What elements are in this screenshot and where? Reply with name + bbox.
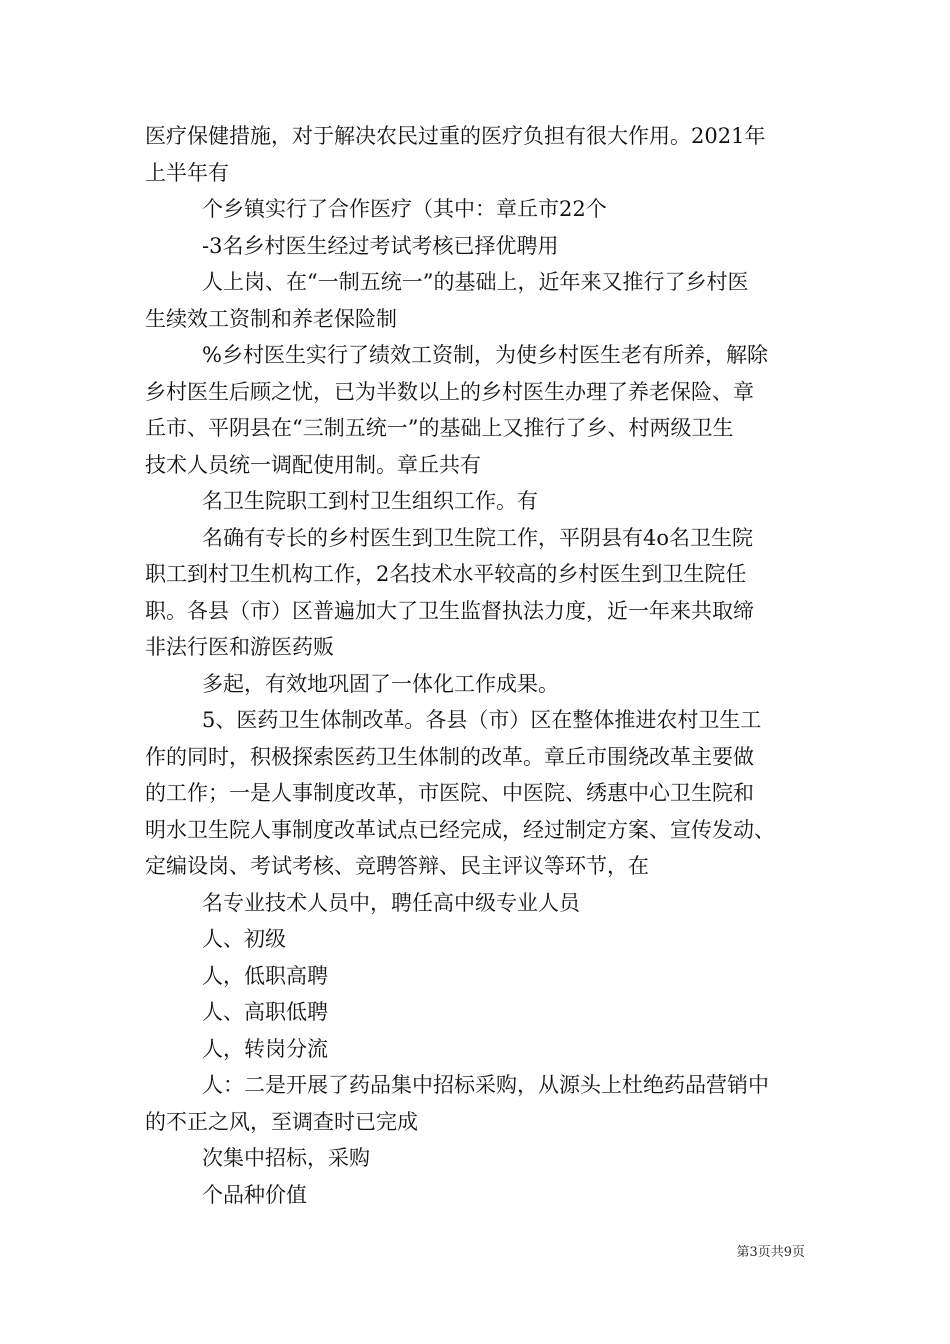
text-line: 非法行医和游医药贩 — [145, 635, 334, 659]
text-line: 明水卫生院人事制度改革试点已经完成，经过制定方案、宣传发动、 — [145, 817, 775, 842]
text-line: %乡村医生实行了绩效工资制，为使乡村医生老有所养，解除 — [202, 343, 768, 367]
text-line: 次集中招标，采购 — [202, 1146, 370, 1170]
text-line: 职。各县（市）区普遍加大了卫生监督执法力度，近一年来共取缔 — [145, 598, 754, 623]
text-line: 作的同时，积极探索医药卫生体制的改革。章丘市围绕改革主要做 — [145, 744, 754, 769]
text-line: 多起，有效地巩固了一体化工作成果。 — [202, 671, 559, 696]
text-line: 个乡镇实行了合作医疗（其中：章丘市22个 — [202, 197, 607, 221]
text-line: 的工作；一是人事制度改革，市医院、中医院、绣惠中心卫生院和 — [145, 781, 754, 805]
text-line: 5、医药卫生体制改革。各县（市）区在整体推进农村卫生工 — [202, 708, 762, 732]
document-body — [145, 118, 825, 1213]
page-number-footer: 第3页共9页 — [736, 1245, 805, 1260]
text-line: 名确有专长的乡村医生到卫生院工作，平阴县有4o名卫生院 — [202, 525, 754, 550]
text-line: -3名乡村医生经过考试考核已择优聘用 — [202, 233, 559, 258]
text-line: 人、高职低聘 — [202, 1000, 328, 1024]
text-line: 名专业技术人员中，聘任高中级专业人员 — [202, 890, 580, 915]
text-line: 丘市、平阴县在“三制五统一”的基础上又推行了乡、村两级卫生 — [145, 416, 734, 440]
text-line: 名卫生院职工到村卫生组织工作。有 — [202, 489, 538, 513]
text-line: 生续效工资制和养老保险制 — [145, 306, 397, 331]
text-line: 乡村医生后顾之忧，已为半数以上的乡村医生办理了养老保险、章 — [145, 379, 754, 404]
text-line: 人上岗、在“一制五统一”的基础上，近年来又推行了乡村医 — [202, 270, 749, 294]
text-line: 人、初级 — [202, 927, 286, 951]
text-line: 定编设岗、考试考核、竞聘答辩、民主评议等环节，在 — [145, 854, 649, 878]
text-line: 医疗保健措施，对于解决农民过重的医疗负担有很大作用。2021年 — [145, 124, 766, 148]
text-line: 上半年有 — [145, 160, 229, 185]
text-line: 个品种价值 — [202, 1182, 307, 1207]
text-line: 人，转岗分流 — [202, 1036, 328, 1061]
text-line: 人，低职高聘 — [202, 963, 328, 988]
text-line: 人：二是开展了药品集中招标采购，从源头上杜绝药品营销中 — [202, 1073, 769, 1097]
text-line: 的不正之风，至调查时已完成 — [145, 1109, 418, 1134]
text-line: 技术人员统一调配使用制。章丘共有 — [145, 452, 481, 477]
text-line: 职工到村卫生机构工作，2名技术水平较高的乡村医生到卫生院任 — [145, 562, 747, 586]
